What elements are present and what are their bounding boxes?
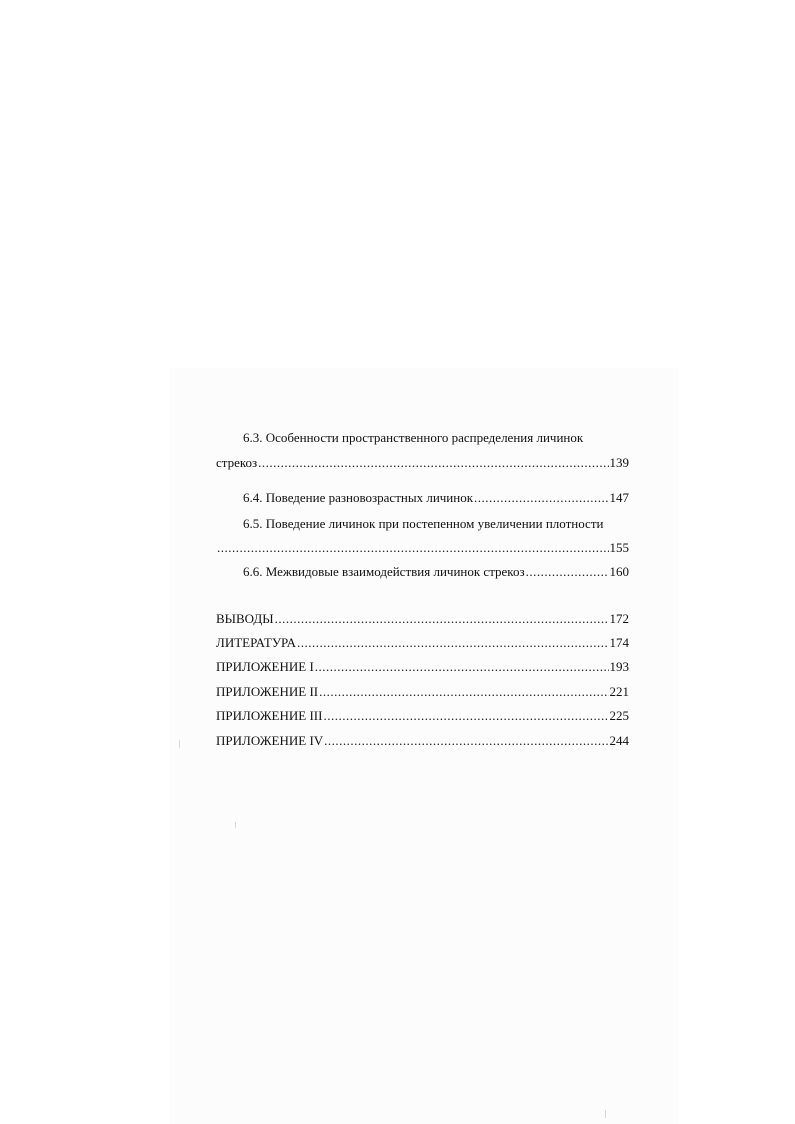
toc-entry-title: 6.6. Межвидовые взаимодействия личинок стрекоз <box>243 564 525 579</box>
toc-entry-title: ПРИЛОЖЕНИЕ IV <box>216 733 324 748</box>
toc-entry-page: 172 <box>609 611 629 626</box>
toc-entry-title: стрекоз <box>216 455 258 470</box>
toc-entry-page: 225 <box>609 708 629 723</box>
toc-entry-page: 174 <box>609 635 629 650</box>
dot-leader <box>258 455 608 471</box>
toc-entry-page: 160 <box>609 564 629 579</box>
dot-leader <box>217 540 609 556</box>
toc-entry-vyvody <box>216 611 629 627</box>
toc-entry-title: ЛИТЕРАТУРА <box>216 635 296 650</box>
toc-entry-prilozhenie-3 <box>216 708 629 724</box>
toc-entry-title: ПРИЛОЖЕНИЕ III <box>216 708 323 723</box>
dot-leader <box>315 659 609 675</box>
toc-entry-6-3-heading: 6.3. Особенности пространственного распределения личинок <box>243 430 584 445</box>
dot-leader <box>474 490 608 506</box>
toc-entry-6-5 <box>216 540 629 556</box>
toc-entry-title: 6.4. Поведение разновозрастных личинок <box>243 490 474 505</box>
toc-entry-title: ПРИЛОЖЕНИЕ II <box>216 684 319 699</box>
toc-entry-6-6 <box>243 564 629 580</box>
toc-entry-literatura <box>216 635 629 651</box>
dot-leader <box>526 564 609 580</box>
toc-entry-prilozhenie-1 <box>216 659 629 675</box>
toc-entry-title: ПРИЛОЖЕНИЕ I <box>216 659 314 674</box>
dot-leader <box>319 684 608 700</box>
toc-entry-page: 155 <box>609 540 629 555</box>
toc-entry-6-4 <box>243 490 629 506</box>
dot-leader <box>297 635 609 651</box>
dot-leader <box>275 611 609 627</box>
toc-entry-page: 221 <box>609 684 629 699</box>
scan-speck <box>235 822 236 828</box>
toc-entry-page: 193 <box>609 659 629 674</box>
toc-entry-prilozhenie-4 <box>216 733 629 749</box>
dot-leader <box>323 708 608 724</box>
toc-entry-page: 139 <box>609 455 629 470</box>
toc-entry-page: 244 <box>609 733 629 748</box>
dot-leader <box>324 733 608 749</box>
scan-speck <box>179 740 180 748</box>
toc-entry-6-3 <box>216 455 629 471</box>
scan-speck <box>605 1110 606 1118</box>
toc-entry-title: ВЫВОДЫ <box>216 611 274 626</box>
toc-entry-6-5-heading: 6.5. Поведение личинок при постепенном увеличении плотности <box>243 516 604 531</box>
toc-entry-page: 147 <box>609 490 629 505</box>
toc-entry-prilozhenie-2 <box>216 684 629 700</box>
